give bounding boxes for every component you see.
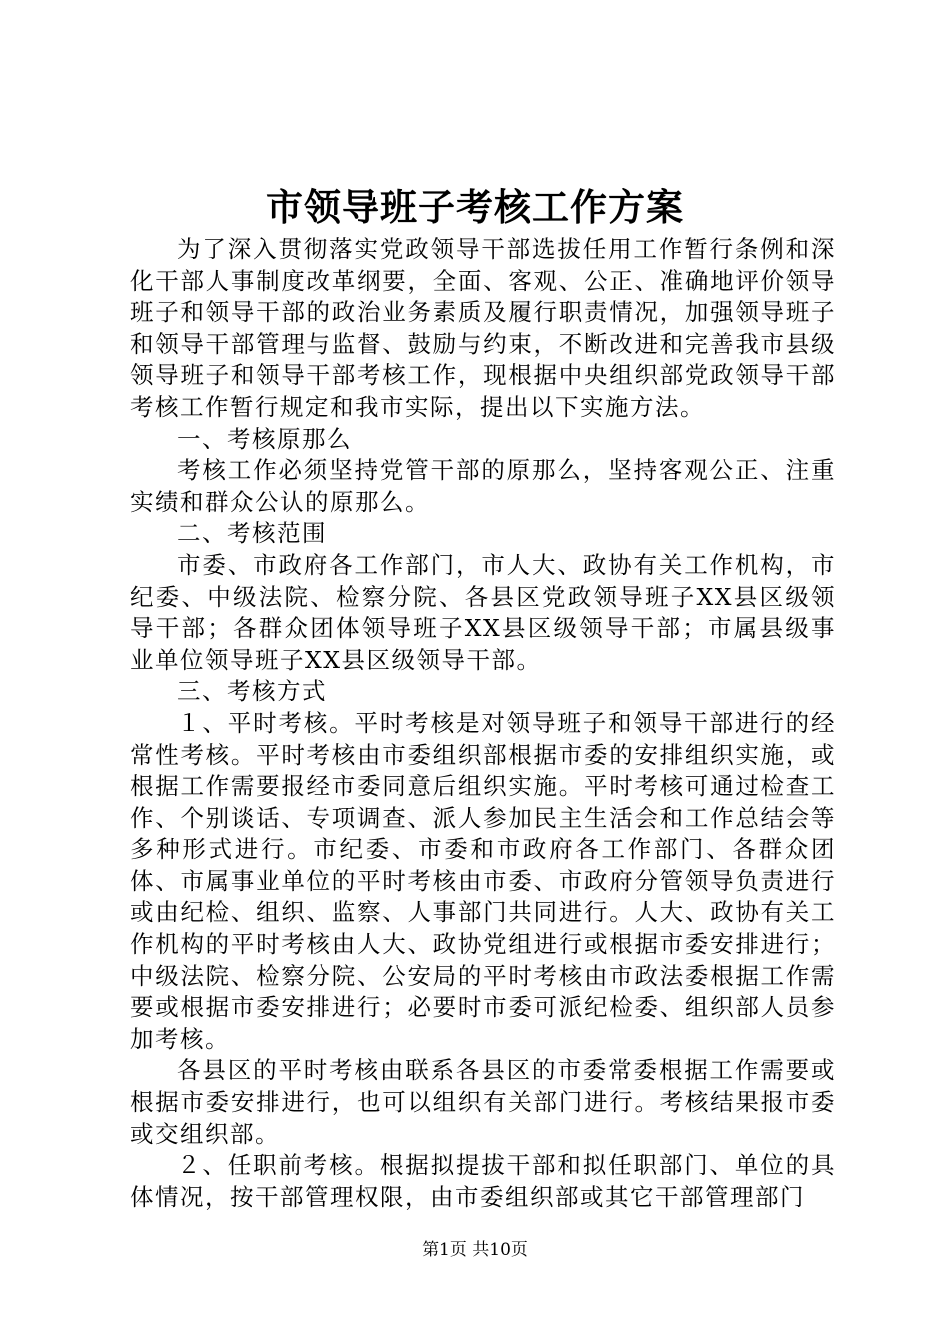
paragraph-intro: 为了深入贯彻落实党政领导干部选拔任用工作暂行条例和深化干部人事制度改革纲要，全面、客观、公正、准确地评价领导班子和领导干部的政治业务素质及履行职责情况，加强领导班子和领导干部管理与监督、鼓励与约束，不断改进和完善我市县级领导班子和领导干部考核工作，现根据中央组织部党政领导干部考核工作暂行规定和我市实际，提出以下实施方法。 [130,235,836,421]
paragraph-pre-appointment-assessment: ２、任职前考核。根据拟提拔干部和拟任职部门、单位的具体情况，按干部管理权限，由市委组织部或其它干部管理部门 [130,1151,836,1211]
paragraph-principles: 考核工作必须坚持党管干部的原那么，坚持客观公正、注重实绩和群众公认的原那么。 [130,456,836,516]
section-heading-principles: 一、考核原那么 [177,424,352,453]
paragraph-county-assessment: 各县区的平时考核由联系各县区的市委常委根据工作需要或根据市委安排进行，也可以组织有关部门进行。考核结果报市委或交组织部。 [130,1056,836,1148]
paragraph-routine-assessment: １、平时考核。平时考核是对领导班子和领导干部进行的经常性考核。平时考核由市委组织部根据市委的安排组织实施，或根据工作需要报经市委同意后组织实施。平时考核可通过检查工作、个别谈话、专项调查、派人参加民主生活会和工作总结会等多种形式进行。市纪委、市委和市政府各工作部门、各群众团体、市属事业单位的平时考核由市委、市政府分管领导负责进行或由纪检、组织、监察、人事部门共同进行。人大、政协有关工作机构的平时考核由人大、政协党组进行或根据市委安排进行；中级法院、检察分院、公安局的平时考核由市政法委根据工作需要或根据市委安排进行；必要时市委可派纪检委、组织部人员参加考核。 [130,708,836,1053]
paragraph-scope: 市委、市政府各工作部门，市人大、政协有关工作机构，市纪委、中级法院、检察分院、各县区党政领导班子XX县区级领导干部；各群众团体领导班子XX县区级领导干部；市属县级事业单位领导班子XX县区级领导干部。 [130,550,836,674]
section-heading-scope: 二、考核范围 [177,519,327,548]
document-title: 市领导班子考核工作方案 [266,185,684,229]
section-heading-methods: 三、考核方式 [177,677,327,706]
page-number-footer: 第1页 共10页 [422,1240,528,1260]
document-body [130,234,836,1213]
